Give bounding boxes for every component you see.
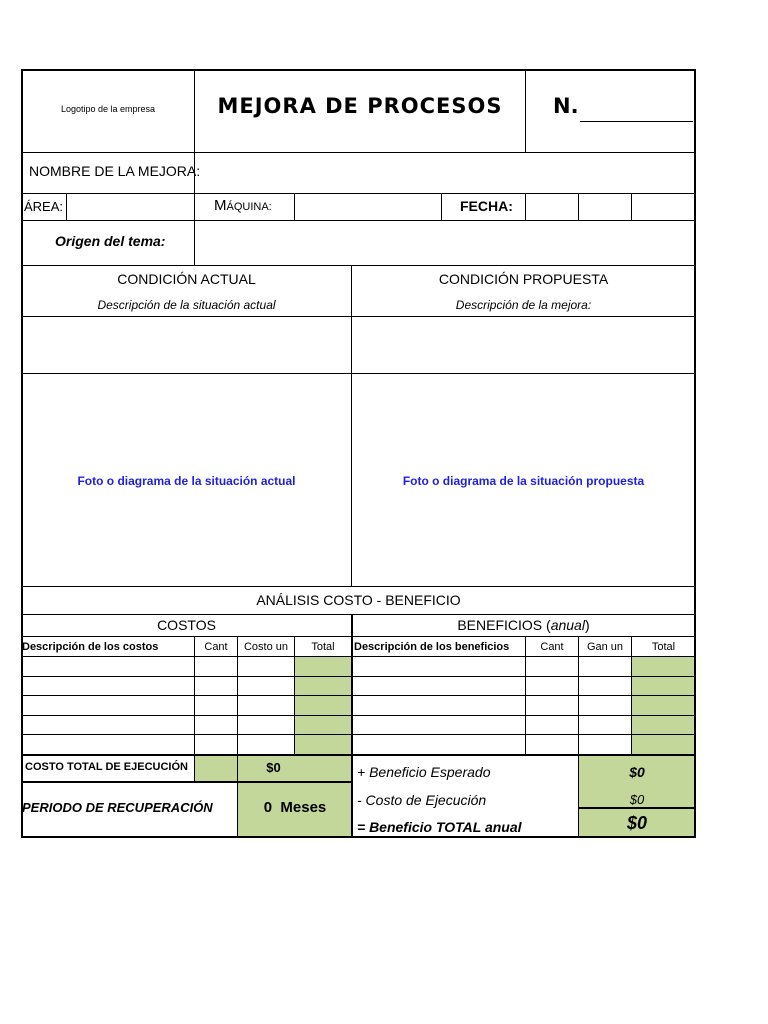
row-divider (21, 265, 696, 266)
form-number-input-line[interactable] (580, 121, 693, 122)
form-number-label: N. (553, 94, 579, 118)
beneficios-header-descripcion: Descripción de los beneficios (354, 641, 510, 653)
costos-title: COSTOS (157, 617, 216, 633)
area-field[interactable] (67, 194, 194, 220)
fecha-day-field[interactable] (526, 194, 578, 220)
condicion-propuesta-subtitle: Descripción de la mejora: (455, 298, 592, 312)
beneficios-header-cant: Cant (540, 641, 564, 653)
row-divider (21, 586, 696, 587)
beneficios-title-text: BENEFICIOS ( (457, 617, 551, 633)
costos-header-cant: Cant (204, 641, 228, 653)
beneficio-esperado-value: $0 (629, 764, 645, 780)
foto-actual-placeholder: Foto o diagrama de la situación actual (77, 474, 296, 488)
condicion-actual-subtitle: Descripción de la situación actual (97, 298, 276, 312)
maquina-field[interactable] (295, 194, 441, 220)
beneficio-esperado-label: + Beneficio Esperado (357, 764, 491, 780)
row-divider (21, 781, 352, 783)
row-divider (21, 636, 696, 637)
fecha-label: FECHA: (460, 198, 513, 214)
beneficios-anual: anual (550, 617, 585, 633)
beneficios-table-body[interactable] (353, 657, 695, 754)
nombre-mejora-field[interactable] (195, 153, 695, 193)
maquina-label (214, 197, 272, 215)
origen-tema-label: Origen del tema: (55, 233, 166, 249)
mejora-description-field[interactable] (352, 317, 695, 373)
condicion-propuesta-title: CONDICIÓN PROPUESTA (438, 271, 609, 287)
situacion-actual-description-field[interactable] (22, 317, 351, 373)
area-label: ÁREA: (24, 199, 64, 214)
maquina-label-initial: M (214, 197, 227, 214)
costos-header-descripcion: Descripción de los costos (22, 641, 159, 653)
periodo-value: 0 Meses (263, 799, 327, 816)
nombre-mejora-label: NOMBRE DE LA MEJORA: (29, 163, 201, 179)
costo-total-value: $0 (266, 760, 281, 775)
company-logo-placeholder: Logotipo de la empresa (60, 104, 156, 114)
fecha-year-field[interactable] (632, 194, 695, 220)
beneficio-total-value: $0 (626, 813, 648, 833)
maquina-label-rest: ÁQUINA: (226, 201, 272, 213)
condicion-actual-title: CONDICIÓN ACTUAL (117, 271, 256, 287)
form-title: MEJORA DE PROCESOS (217, 94, 503, 118)
col-divider (525, 69, 526, 153)
fecha-month-field[interactable] (579, 194, 631, 220)
beneficios-close: ) (584, 617, 590, 633)
costo-ejecucion-value: $0 (629, 792, 645, 807)
costos-header-total: Total (311, 641, 335, 653)
beneficio-total-label: = Beneficio TOTAL anual (357, 819, 522, 835)
costo-total-label: COSTO TOTAL DE EJECUCIÓN (25, 761, 188, 773)
analisis-title: ANÁLISIS COSTO - BENEFICIO (256, 592, 461, 608)
costo-ejecucion-label: - Costo de Ejecución (357, 792, 487, 808)
row-divider (21, 754, 696, 756)
beneficios-header-total: Total (651, 641, 676, 653)
costos-table-body[interactable] (22, 657, 351, 754)
origen-tema-field[interactable] (195, 221, 695, 265)
beneficios-header-gan-un: Gan un (586, 641, 624, 653)
foto-propuesta-placeholder: Foto o diagrama de la situación propuesta (402, 474, 645, 488)
row-divider (579, 807, 696, 809)
col-divider (441, 193, 442, 221)
beneficios-title (352, 617, 695, 633)
row-divider (21, 614, 696, 615)
periodo-label: PERIODO DE RECUPERACIÓN (22, 800, 213, 815)
costos-header-costo-un: Costo un (243, 641, 289, 653)
